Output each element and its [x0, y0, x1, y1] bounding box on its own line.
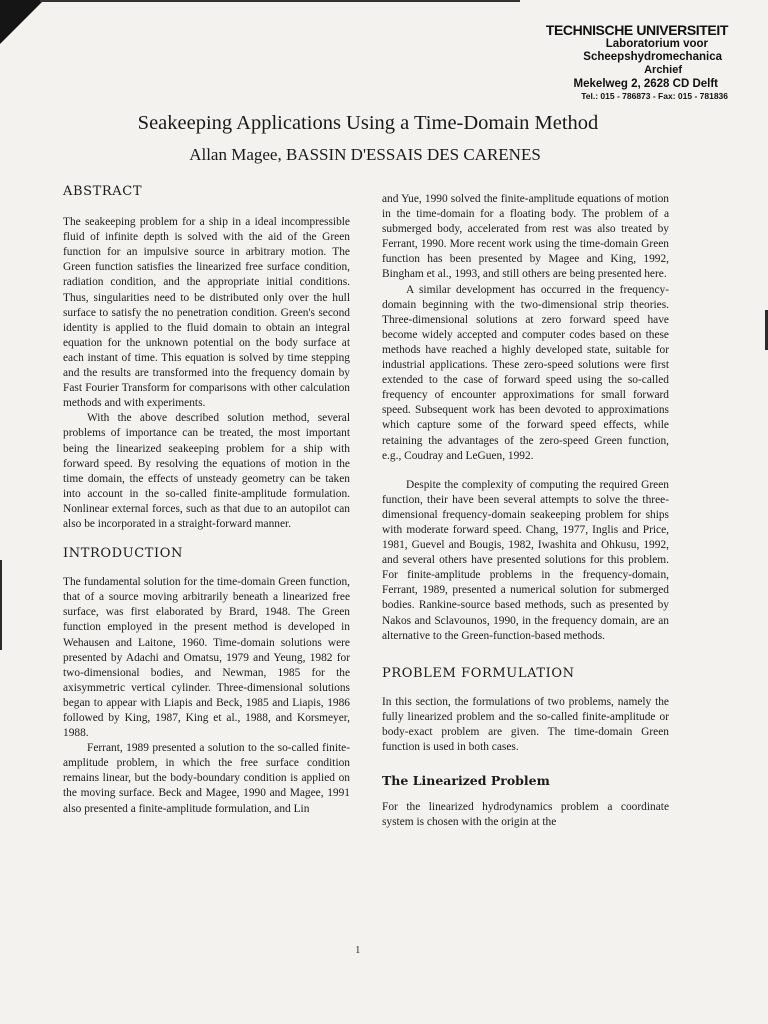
library-stamp [546, 22, 728, 102]
paper-author: Allan Magee, BASSIN D'ESSAIS DES CARENES [189, 145, 541, 164]
introduction-paragraph: and Yue, 1990 solved the finite-amplitude equations of motion in the time-domain for a floating body. The problem of a submerged body, accelerated from rest was also treated by Ferrant, 1990. More recent work using the time-domain Green function has been presented by Magee and King, 1992, Bingham et al., 1993, and still others are being presented here. [382, 193, 669, 281]
abstract-paragraph: With the above described solution method, several problems of importance can be treated, the most important being the linearized seakeeping problem for a ship with forward speed. By resolving the equations of motion in the time domain, the effects of unsteady geometry can be taken into account in the so-called finite-amplitude formulation. Nonlinear external forces, such as that due to an autopilot can also be incorporated in a straight-forward manner. [63, 412, 350, 530]
linearized-problem-heading: The Linearized Problem [382, 773, 550, 789]
paper-title: Seakeeping Applications Using a Time-Domain Method [137, 112, 599, 134]
linearized-problem-paragraph: For the linearized hydrodynamics problem a coordinate system is chosen with the origin at the [382, 801, 669, 829]
scan-corner-mark [0, 0, 44, 44]
introduction-paragraph: A similar development has occurred in the frequency-domain beginning with the two-dimensional strip theories. Three-dimensional solutions at zero forward speed have become widely accepted and computer codes based on these methods have reached a highly developed state, suitable for industrial applications. These zero-speed solutions were first extended to the case of forward speed using the so-called frequency of encounter approximations for small forward speed. Subsequent work has been devoted to approximations which capture some of the forward speed effects, while retaining the advantages of the zero-speed Green function, e.g., Coudray and LeGuen, 1992. [382, 283, 669, 462]
stamp-lab: Laboratorium voor [605, 38, 708, 50]
problem-formulation-paragraph: In this section, the formulations of two problems, namely the fully linearized problem and the so-called finite-amplitude or body-exact problem are given. The time-domain Green function is used in both cases. [382, 695, 669, 754]
introduction-paragraph: Despite the complexity of computing the required Green function, their have been several attempts to solve the three-dimensional frequency-domain seakeeping problem for ships with moderate forward speed. Chang, 1977, Inglis and Price, 1981, Guevel and Bougis, 1982, Iwashita and Ohkusu, 1992, and several others have presented solutions for this problem. For finite-amplitude problems in the frequency-domain, Ferrant, 1989, presented a numerical solution for submerged bodies. Rankine-source based methods, such as presented by Nakos and Sclavounos, 1990, in the frequency domain, are an alternative to the Green-function-based methods. [382, 478, 669, 642]
scan-top-edge [40, 0, 520, 2]
introduction-paragraph: The fundamental solution for the time-domain Green function, that of a source moving arbitrarily beneath a linearized free surface, was first elaborated by Brard, 1948. The Green function employed in the present method is developed in Wehausen and Laitone, 1960. Time-domain solutions were presented by Adachi and Omatsu, 1979 and Yeung, 1982 for two-dimensional bodies, and Newman, 1985 for the axisymmetric vertical cylinder. Three-dimensional solutions began to appear with Liapis and Beck, 1985 and Liapis, 1986 followed by King, 1987, King et al., 1988, and Korsmeyer, 1988. [63, 576, 350, 740]
introduction-paragraph: Ferrant, 1989 presented a solution to the so-called finite-amplitude problem, in which the free surface condition remains linear, but the body-boundary condition is applied on the moving surface. Beck and Magee, 1990 and Magee, 1991 also presented a finite-amplitude formulation, and Lin [63, 742, 350, 815]
introduction-heading: INTRODUCTION [63, 546, 183, 562]
scan-edge-mark [0, 560, 2, 650]
stamp-archive: Archief [644, 64, 682, 76]
stamp-department: Scheepshydromechanica [583, 51, 722, 63]
stamp-university: TECHNISCHE UNIVERSITEIT [545, 22, 728, 38]
stamp-address: Mekelweg 2, 2628 CD Delft [573, 78, 718, 90]
stamp-phone: Tel.: 015 - 786873 - Fax: 015 - 781836 [581, 91, 728, 101]
abstract-paragraph: The seakeeping problem for a ship in a ideal incompressible fluid of infinite depth is solved with the aid of the Green function for an impulsive source in arbitrary motion. The Green function satisfies the linearized free surface condition, radiation condition, and the appropriate initial conditions. Thus, singularities need to be distributed only over the hull surface to satisfy the no penetration condition. Green's second identity is applied to the fluid domain to obtain an integral equation for the unknown potential on the body surface at each instant of time. This equation is solved by time stepping and the results are transformed into the frequency domain by Fast Fourier Transform for comparisons with other calculation methods and with experiments. [63, 216, 350, 410]
right-column [382, 192, 669, 830]
problem-formulation-heading: PROBLEM FORMULATION [382, 665, 575, 681]
page-number: 1 [355, 944, 361, 956]
left-column [63, 180, 350, 817]
abstract-heading: ABSTRACT [63, 184, 143, 199]
